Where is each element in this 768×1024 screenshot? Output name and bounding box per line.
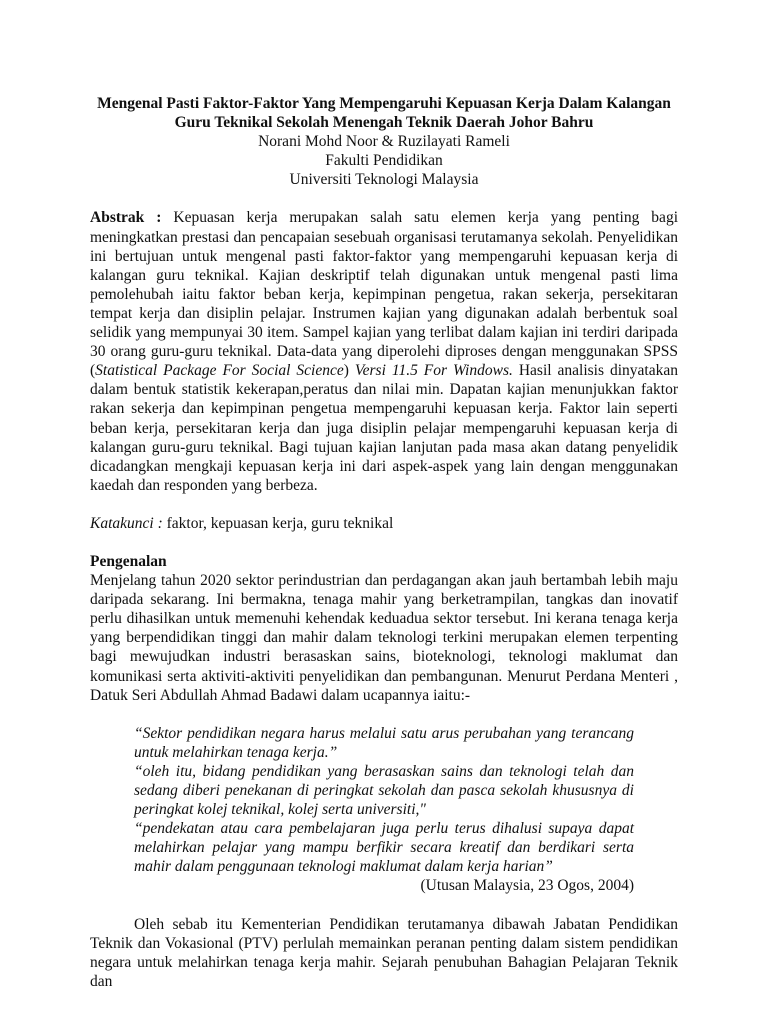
quote-1: “Sektor pendidikan negara harus melalui satu arus perubahan yang terancang untuk melahirkan tenaga kerja.” [134, 724, 634, 761]
quote-2: “oleh itu, bidang pendidikan yang berasaskan sains dan teknologi telah dan sedang diberi penekanan di peringkat sekolah dan pasca sekolah khususnya di peringkat kolej teknikal, kolej serta universiti," [134, 762, 634, 819]
abstract-text-b: ) [343, 362, 355, 380]
quote-3: “pendekatan atau cara pembelajaran juga perlu terus dihalusi supaya dapat melahirkan pelajar yang mampu berfikir secara kreatif dan berdikari serta mahir dalam penggunaan teknologi maklumat dalam kerja harian” [134, 820, 634, 876]
abstract-label: Abstrak : [90, 209, 162, 227]
abstract-text-c: Hasil analisis dinyatakan dalam bentuk statistik kekerapan,peratus dan nilai min. Dapatan kajian menunjukkan faktor rakan sekerja dan kepimpinan pengetua mempengaruhi kepuasan kerja. Faktor lain seperti beban kerja, persekitaran kerja dan juga disiplin pelajar mempengaruhi kepuasan kerja di kalangan guru-guru teknikal. Bagi tujuan kajian lanjutan pada masa akan datang penyelidik dicadangkan mengkaji kepuasan kerja ini dari aspek-aspek yang lain dengan menggunakan kaedah dan responden yang berbeza. [90, 362, 678, 494]
title-block [90, 94, 678, 189]
abstract-italic-1: Statistical Package For Social Science [95, 362, 344, 380]
section-heading: Pengenalan [90, 552, 167, 570]
paper-title: Mengenal Pasti Faktor-Faktor Yang Mempengaruhi Kepuasan Kerja Dalam Kalangan Guru Teknikal Sekolah Menengah Teknik Daerah Johor Bahru [97, 95, 671, 132]
citation: (Utusan Malaysia, 23 Ogos, 2004) [420, 877, 634, 895]
university: Universiti Teknologi Malaysia [289, 171, 479, 189]
keywords-label: Katakunci : [90, 514, 163, 532]
abstract-italic-2: Versi 11.5 For Windows. [354, 362, 513, 380]
faculty: Fakulti Pendidikan [325, 152, 443, 170]
abstract [90, 208, 678, 494]
intro-paragraph: Menjelang tahun 2020 sektor perindustrian dan perdagangan akan jauh bertambah lebih maju daripada sekarang. Ini bermakna, tenaga mahir yang berketrampilan, tangkas dan inovatif perlu dihasilkan untuk memenuhi kehendak keduadua sektor tersebut. Ini kerana tenaga kerja yang berpendidikan tinggi dan mahir dalam teknologi terkini merupakan elemen terpenting bagi mewujudkan industri berasaskan sains, bioteknologi, teknologi maklumat dan komunikasi serta aktiviti-aktiviti penyelidikan dan pembangunan. Menurut Perdana Menteri , Datuk Seri Abdullah Ahmad Badawi dalam ucapannya iaitu:- [90, 572, 678, 704]
authors: Norani Mohd Noor & Ruzilayati Rameli [258, 133, 510, 151]
abstract-text-a: Kepuasan kerja merupakan salah satu elemen kerja yang penting bagi meningkatkan prestasi dan pencapaian sesebuah organisasi terutamanya sekolah. Penyelidikan ini bertujuan untuk mengenal pasti faktor-faktor yang mempengaruhi kepuasan kerja di kalangan guru teknikal. Kajian deskriptif telah digunakan untuk mengenal pasti lima pemolehubah iaitu faktor beban kerja, kepimpinan pengetua, rakan sekerja, persekitaran tempat kerja dan disiplin pelajar. Instrumen kajian yang digunakan adalah berbentuk soal selidik yang mempunyai 30 item. Sampel kajian yang terlibat dalam kajian ini terdiri daripada 30 orang guru-guru teknikal. Data-data yang diperolehi diproses dengan menggunakan SPSS ( [90, 209, 678, 380]
keywords [90, 514, 678, 533]
final-paragraph: Oleh sebab itu Kementerian Pendidikan terutamanya dibawah Jabatan Pendidikan Teknik dan Vokasional (PTV) perlulah memainkan peranan penting dalam sistem pendidikan negara untuk melahirkan tenaga kerja mahir. Sejarah penubuhan Bahagian Pelajaran Teknik dan [90, 915, 678, 990]
keywords-text: faktor, kepuasan kerja, guru teknikal [162, 514, 394, 532]
quote-block [134, 724, 634, 877]
